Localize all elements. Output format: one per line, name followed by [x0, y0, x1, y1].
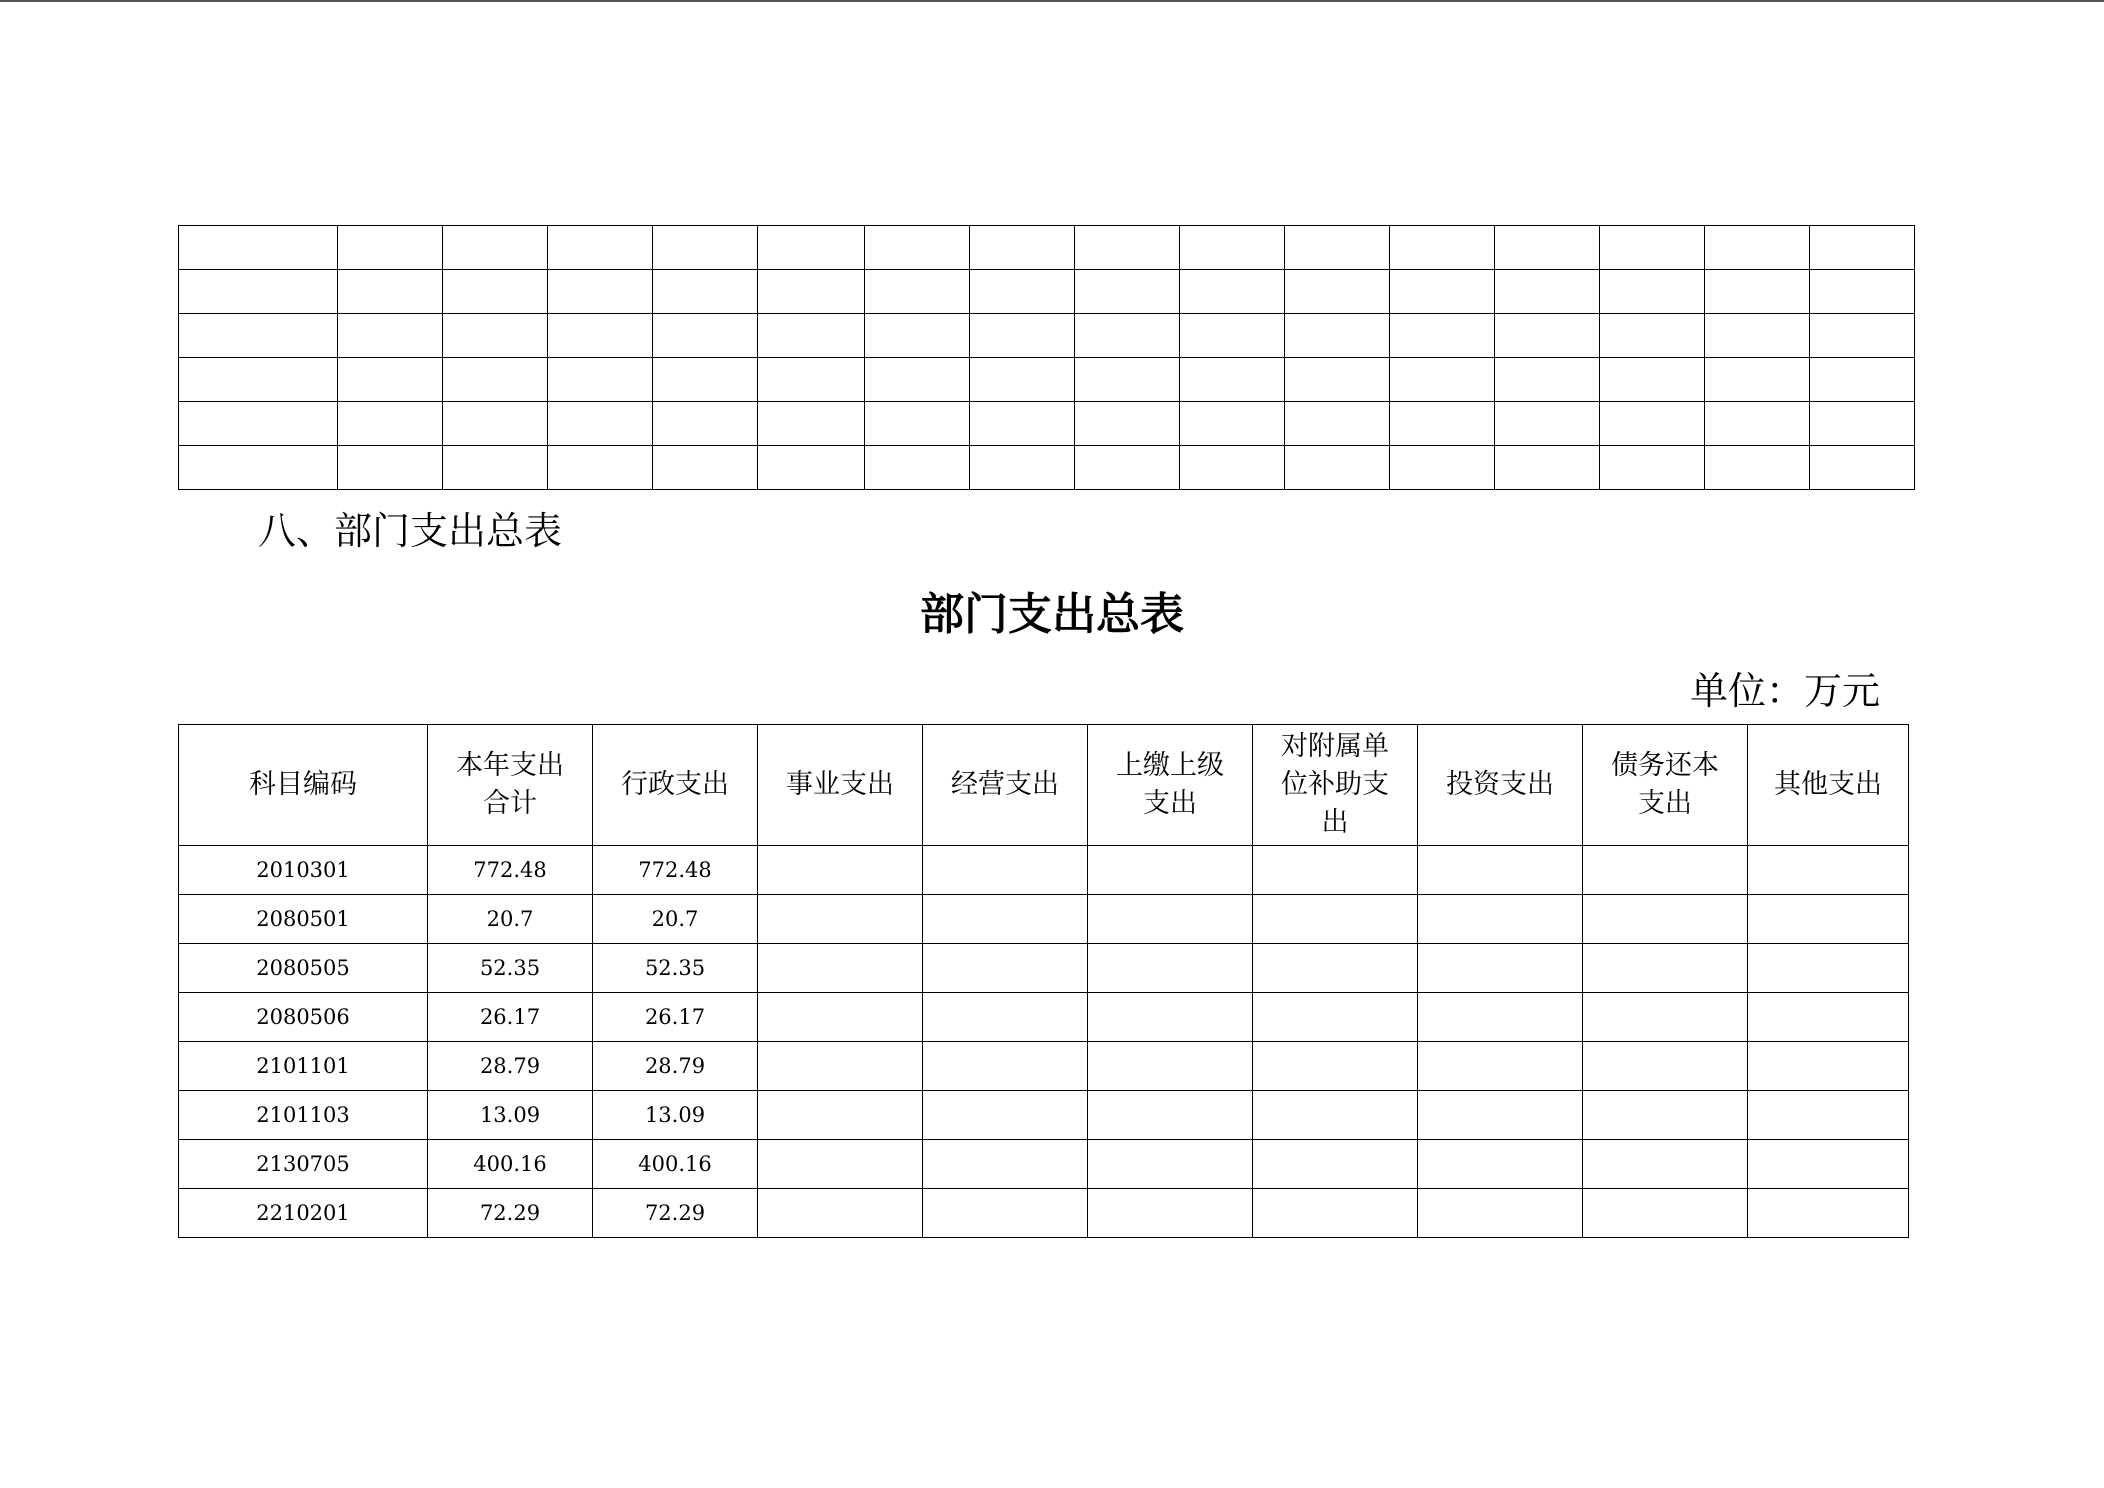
- table-cell: [1088, 944, 1253, 993]
- table-cell: 772.48: [593, 846, 758, 895]
- empty-grid-cell: [1495, 358, 1600, 402]
- empty-grid-cell: [443, 226, 548, 270]
- empty-grid-cell: [1390, 270, 1495, 314]
- empty-grid-cell: [1285, 402, 1390, 446]
- table-cell: [1253, 993, 1418, 1042]
- empty-grid-cell: [758, 270, 865, 314]
- empty-grid-cell: [443, 446, 548, 490]
- empty-grid-cell: [758, 402, 865, 446]
- empty-grid-cell: [758, 226, 865, 270]
- table-cell: [758, 895, 923, 944]
- empty-grid-cell: [1810, 314, 1915, 358]
- empty-grid-cell: [338, 446, 443, 490]
- table-cell: [1418, 1091, 1583, 1140]
- empty-grid-cell: [1600, 402, 1705, 446]
- table-cell: [1088, 993, 1253, 1042]
- column-header: 本年支出合计: [428, 725, 593, 846]
- table-cell: [1748, 1189, 1909, 1238]
- table-cell: [1418, 993, 1583, 1042]
- empty-grid-cell: [1810, 358, 1915, 402]
- table-cell: [758, 846, 923, 895]
- empty-grid-cell: [970, 314, 1075, 358]
- table-cell: 400.16: [593, 1140, 758, 1189]
- table-cell: [1583, 1140, 1748, 1189]
- table-cell: 28.79: [593, 1042, 758, 1091]
- empty-grid-cell: [970, 270, 1075, 314]
- empty-grid-cell: [1600, 270, 1705, 314]
- table-row: [179, 846, 1909, 895]
- table-cell: 2130705: [179, 1140, 428, 1189]
- table-cell: [1583, 846, 1748, 895]
- empty-grid-cell: [443, 314, 548, 358]
- table-cell: 26.17: [428, 993, 593, 1042]
- department-expense-table: [178, 724, 1909, 1238]
- table-cell: [1088, 1091, 1253, 1140]
- empty-grid-cell: [970, 226, 1075, 270]
- empty-grid-cell: [1705, 226, 1810, 270]
- table-cell: [1253, 846, 1418, 895]
- table-cell: 13.09: [593, 1091, 758, 1140]
- empty-grid-row: [179, 226, 1915, 270]
- empty-grid-row: [179, 446, 1915, 490]
- table-row: [179, 895, 1909, 944]
- table-cell: [1088, 846, 1253, 895]
- table-cell: 28.79: [428, 1042, 593, 1091]
- table-row: [179, 1189, 1909, 1238]
- table-row: [179, 1042, 1909, 1091]
- empty-grid-cell: [179, 270, 338, 314]
- table-cell: [1418, 944, 1583, 993]
- empty-grid-cell: [1285, 314, 1390, 358]
- table-cell: 20.7: [593, 895, 758, 944]
- column-header: 经营支出: [923, 725, 1088, 846]
- empty-grid-cell: [865, 270, 970, 314]
- table-cell: [923, 944, 1088, 993]
- table-cell: 2101103: [179, 1091, 428, 1140]
- table-row: [179, 1091, 1909, 1140]
- empty-grid-cell: [338, 314, 443, 358]
- empty-grid-cell: [1075, 314, 1180, 358]
- empty-grid-cell: [1285, 358, 1390, 402]
- empty-grid-cell: [653, 314, 758, 358]
- empty-grid-cell: [1075, 402, 1180, 446]
- column-header: 事业支出: [758, 725, 923, 846]
- empty-grid-cell: [1705, 446, 1810, 490]
- section-heading: 八、部门支出总表: [258, 509, 563, 553]
- empty-grid-cell: [1390, 446, 1495, 490]
- empty-grid-cell: [179, 402, 338, 446]
- empty-grid-cell: [1285, 446, 1390, 490]
- empty-grid-cell: [1600, 358, 1705, 402]
- empty-grid-cell: [1180, 314, 1285, 358]
- empty-grid-cell: [1495, 314, 1600, 358]
- previous-table-continuation: [178, 225, 1915, 490]
- table-cell: [923, 1189, 1088, 1238]
- table-cell: 72.29: [428, 1189, 593, 1238]
- empty-grid-cell: [1390, 358, 1495, 402]
- empty-grid-cell: [1600, 446, 1705, 490]
- empty-grid-cell: [1705, 314, 1810, 358]
- table-cell: [1253, 1189, 1418, 1238]
- empty-grid-cell: [443, 402, 548, 446]
- table-row: [179, 993, 1909, 1042]
- table-cell: [1253, 1042, 1418, 1091]
- table-cell: 72.29: [593, 1189, 758, 1238]
- table-cell: 400.16: [428, 1140, 593, 1189]
- empty-grid-cell: [1180, 446, 1285, 490]
- column-header: 上缴上级支出: [1088, 725, 1253, 846]
- column-header: 债务还本支出: [1583, 725, 1748, 846]
- empty-grid-cell: [443, 270, 548, 314]
- table-cell: [923, 1140, 1088, 1189]
- table-cell: [1418, 895, 1583, 944]
- table-cell: [758, 1140, 923, 1189]
- empty-grid-cell: [1390, 402, 1495, 446]
- empty-grid-cell: [1705, 402, 1810, 446]
- empty-grid-cell: [548, 402, 653, 446]
- empty-grid-cell: [1285, 270, 1390, 314]
- table-cell: [1088, 895, 1253, 944]
- table-cell: [1253, 895, 1418, 944]
- table-cell: [1748, 895, 1909, 944]
- table-cell: [1253, 944, 1418, 993]
- empty-grid-cell: [1180, 270, 1285, 314]
- table-cell: [758, 1189, 923, 1238]
- empty-grid-cell: [1390, 314, 1495, 358]
- table-cell: [1583, 1042, 1748, 1091]
- empty-grid-cell: [1810, 402, 1915, 446]
- table-cell: [923, 1091, 1088, 1140]
- table-cell: [1748, 944, 1909, 993]
- empty-grid-cell: [653, 270, 758, 314]
- empty-grid-cell: [1075, 446, 1180, 490]
- empty-grid-cell: [758, 446, 865, 490]
- table-header-row: [179, 725, 1909, 846]
- table-cell: [923, 993, 1088, 1042]
- empty-grid-row: [179, 270, 1915, 314]
- table-cell: [758, 1091, 923, 1140]
- empty-grid-cell: [443, 358, 548, 402]
- table-cell: [758, 993, 923, 1042]
- empty-grid-cell: [1495, 446, 1600, 490]
- empty-grid-cell: [179, 446, 338, 490]
- table-cell: 2080505: [179, 944, 428, 993]
- empty-grid-cell: [970, 358, 1075, 402]
- column-header: 对附属单位补助支出: [1253, 725, 1418, 846]
- empty-grid-cell: [653, 446, 758, 490]
- table-cell: [1418, 1042, 1583, 1091]
- table-cell: [1253, 1140, 1418, 1189]
- empty-grid-cell: [1180, 402, 1285, 446]
- table-cell: [1583, 895, 1748, 944]
- table-cell: 26.17: [593, 993, 758, 1042]
- table-cell: [1748, 1140, 1909, 1189]
- table-cell: 52.35: [593, 944, 758, 993]
- table-title: 部门支出总表: [920, 589, 1184, 640]
- empty-grid-cell: [548, 270, 653, 314]
- table-cell: [758, 1042, 923, 1091]
- empty-grid-cell: [1285, 226, 1390, 270]
- empty-grid-cell: [548, 226, 653, 270]
- table-cell: [1253, 1091, 1418, 1140]
- table-cell: 2080506: [179, 993, 428, 1042]
- table-cell: [1748, 1042, 1909, 1091]
- table-row: [179, 1140, 1909, 1189]
- table-cell: [1088, 1042, 1253, 1091]
- column-header: 其他支出: [1748, 725, 1909, 846]
- empty-grid-cell: [1810, 226, 1915, 270]
- table-row: [179, 944, 1909, 993]
- empty-grid-cell: [758, 314, 865, 358]
- empty-grid-cell: [970, 402, 1075, 446]
- empty-grid-cell: [1075, 226, 1180, 270]
- empty-grid-cell: [1180, 226, 1285, 270]
- empty-grid-cell: [1600, 314, 1705, 358]
- empty-grid-cell: [548, 358, 653, 402]
- empty-grid-cell: [548, 314, 653, 358]
- empty-grid-cell: [338, 358, 443, 402]
- empty-grid-cell: [1180, 358, 1285, 402]
- empty-grid-cell: [970, 446, 1075, 490]
- table-cell: 13.09: [428, 1091, 593, 1140]
- empty-grid-cell: [1495, 226, 1600, 270]
- empty-grid-cell: [1600, 226, 1705, 270]
- empty-grid-cell: [1705, 270, 1810, 314]
- empty-grid-cell: [1495, 270, 1600, 314]
- empty-grid-cell: [865, 314, 970, 358]
- empty-grid-cell: [653, 358, 758, 402]
- table-cell: 772.48: [428, 846, 593, 895]
- table-cell: [1583, 993, 1748, 1042]
- table-cell: [923, 895, 1088, 944]
- table-cell: [1748, 993, 1909, 1042]
- empty-grid-cell: [1495, 402, 1600, 446]
- empty-grid-cell: [1075, 270, 1180, 314]
- table-cell: 2010301: [179, 846, 428, 895]
- table-cell: [923, 846, 1088, 895]
- table-cell: [1583, 944, 1748, 993]
- table-cell: [1583, 1189, 1748, 1238]
- table-cell: 2080501: [179, 895, 428, 944]
- empty-grid-row: [179, 314, 1915, 358]
- table-cell: [1088, 1140, 1253, 1189]
- table-cell: [1418, 1140, 1583, 1189]
- empty-grid-cell: [1390, 226, 1495, 270]
- empty-grid-cell: [865, 402, 970, 446]
- empty-grid-row: [179, 358, 1915, 402]
- table-body: [179, 846, 1909, 1238]
- empty-grid-cell: [865, 446, 970, 490]
- table-cell: [1583, 1091, 1748, 1140]
- table-cell: 52.35: [428, 944, 593, 993]
- table-cell: [758, 944, 923, 993]
- table-cell: [923, 1042, 1088, 1091]
- empty-grid-cell: [865, 226, 970, 270]
- empty-grid-cell: [179, 226, 338, 270]
- column-header: 行政支出: [593, 725, 758, 846]
- unit-note: 单位：万元: [1689, 669, 1880, 713]
- empty-grid-cell: [1810, 270, 1915, 314]
- empty-grid-cell: [653, 402, 758, 446]
- table-cell: 2210201: [179, 1189, 428, 1238]
- table-cell: 20.7: [428, 895, 593, 944]
- empty-grid-cell: [179, 314, 338, 358]
- empty-grid-cell: [338, 402, 443, 446]
- empty-grid-cell: [548, 446, 653, 490]
- table-cell: [1748, 846, 1909, 895]
- empty-grid-cell: [1810, 446, 1915, 490]
- table-cell: 2101101: [179, 1042, 428, 1091]
- previous-table-body: [179, 226, 1915, 490]
- empty-grid-cell: [758, 358, 865, 402]
- empty-grid-cell: [338, 226, 443, 270]
- empty-grid-row: [179, 402, 1915, 446]
- table-cell: [1088, 1189, 1253, 1238]
- empty-grid-cell: [653, 226, 758, 270]
- empty-grid-cell: [865, 358, 970, 402]
- table-cell: [1418, 1189, 1583, 1238]
- column-header: 科目编码: [179, 725, 428, 846]
- column-header: 投资支出: [1418, 725, 1583, 846]
- empty-grid-cell: [179, 358, 338, 402]
- empty-grid-cell: [1705, 358, 1810, 402]
- table-cell: [1418, 846, 1583, 895]
- empty-grid-cell: [338, 270, 443, 314]
- table-cell: [1748, 1091, 1909, 1140]
- empty-grid-cell: [1075, 358, 1180, 402]
